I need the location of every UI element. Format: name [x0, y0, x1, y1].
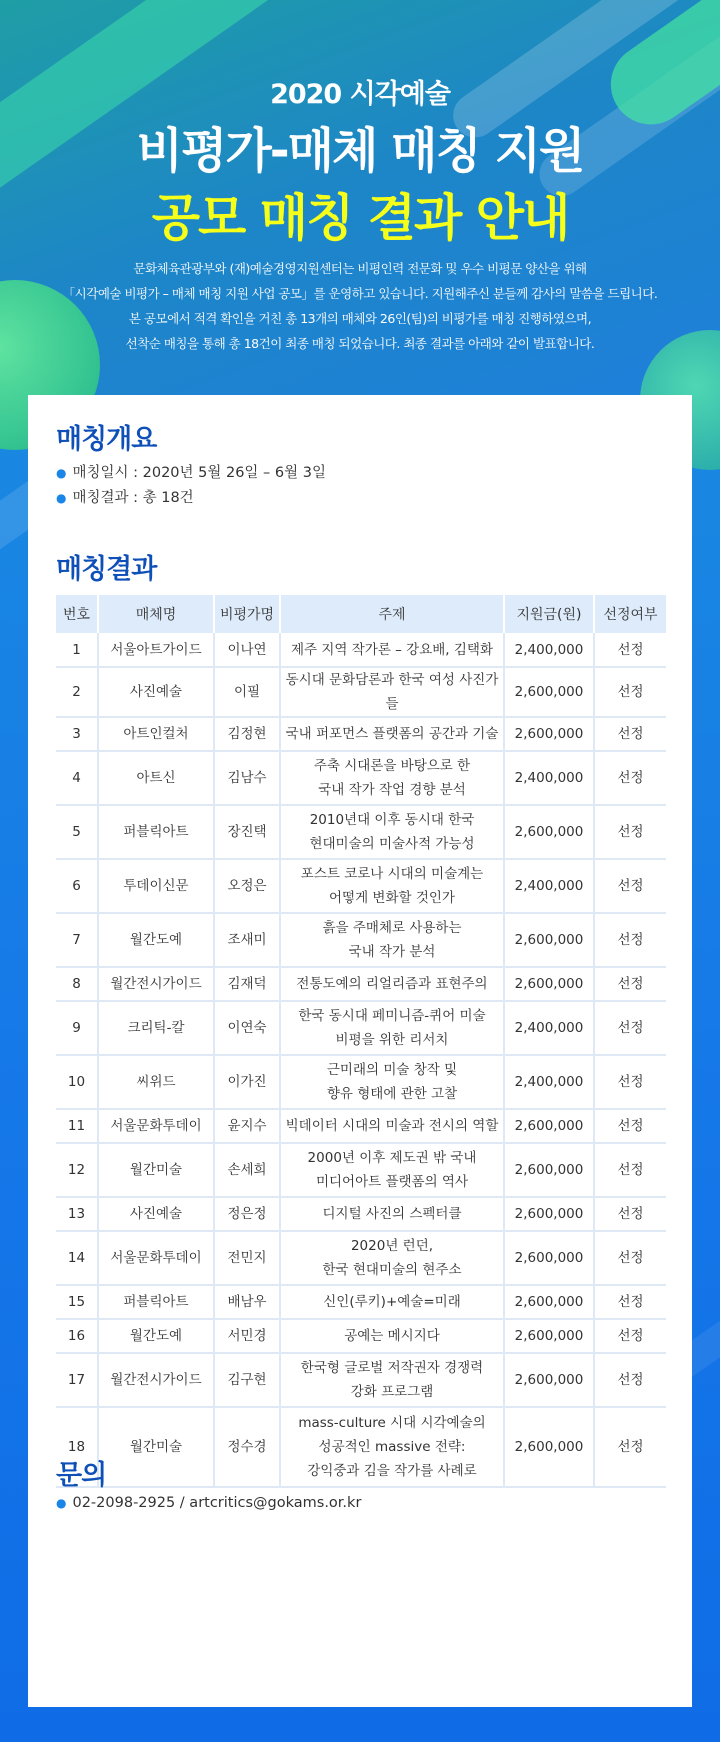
- row-selected: 선정: [594, 667, 666, 717]
- row-topic: [280, 805, 504, 859]
- row-media: 퍼블릭아트: [98, 805, 214, 859]
- row-amount: 2,600,000: [504, 913, 594, 967]
- topic-line: 근미래의 미술 창작 및: [326, 1062, 458, 1078]
- row-number: 13: [56, 1197, 98, 1231]
- header-description: [0, 256, 720, 356]
- row-amount: 2,600,000: [504, 1353, 594, 1407]
- row-media: 크리틱-칼: [98, 1001, 214, 1055]
- topic-line: 2000년 이후 제도권 밖 국내: [307, 1150, 477, 1166]
- row-number: 12: [56, 1143, 98, 1197]
- row-amount: 2,600,000: [504, 1319, 594, 1353]
- table-header-row: [56, 595, 666, 633]
- contact-line: [56, 1495, 361, 1511]
- row-topic: [280, 913, 504, 967]
- header-main-title: 비평가-매체 매칭 지원: [136, 123, 584, 179]
- description-line: 「시각예술 비평가 – 매체 매칭 지원 사업 공모」를 운영하고 있습니다. 지원해주신 분들께 감사의 말씀을 드립니다.: [62, 286, 658, 301]
- row-critic: 서민경: [214, 1319, 280, 1353]
- topic-line: 2010년대 이후 동시대 한국: [309, 812, 475, 828]
- row-selected: 선정: [594, 633, 666, 667]
- row-number: 15: [56, 1285, 98, 1319]
- table-row: [56, 1285, 666, 1319]
- topic-line: 한국 현대미술의 현주소: [322, 1262, 462, 1278]
- row-media: 서울아트가이드: [98, 633, 214, 667]
- description-line: 본 공모에서 적격 확인을 거친 총 13개의 매체와 26인(팀)의 비평가를 매칭 진행하였으며,: [128, 311, 592, 326]
- topic-line: 비평을 위한 리서치: [335, 1032, 449, 1048]
- topic-line: 향유 형태에 관한 고찰: [326, 1086, 458, 1102]
- row-media: 사진예술: [98, 667, 214, 717]
- row-media: 월간전시가이드: [98, 967, 214, 1001]
- row-amount: 2,600,000: [504, 805, 594, 859]
- row-topic: [280, 967, 504, 1001]
- row-topic: [280, 667, 504, 717]
- row-selected: 선정: [594, 1001, 666, 1055]
- overview-item-text: 매칭일시 : 2020년 5월 26일 – 6월 3일: [72, 465, 326, 481]
- row-critic: 이필: [214, 667, 280, 717]
- row-critic: 배남우: [214, 1285, 280, 1319]
- row-critic: 이나연: [214, 633, 280, 667]
- row-critic: 김정현: [214, 717, 280, 751]
- table-row: [56, 1407, 666, 1487]
- row-amount: 2,400,000: [504, 859, 594, 913]
- row-topic: [280, 751, 504, 805]
- row-amount: 2,400,000: [504, 1055, 594, 1109]
- row-topic: [280, 1143, 504, 1197]
- row-selected: 선정: [594, 805, 666, 859]
- results-title: 매칭결과: [56, 554, 157, 585]
- column-header: 주제: [280, 595, 504, 633]
- row-amount: 2,600,000: [504, 717, 594, 751]
- topic-line: 동시대 문화담론과 한국 여성 사진가들: [285, 672, 499, 712]
- topic-line: 한국 동시대 페미니즘-퀴어 미술: [298, 1008, 486, 1024]
- row-number: 10: [56, 1055, 98, 1109]
- row-media: 월간전시가이드: [98, 1353, 214, 1407]
- row-critic: 손세희: [214, 1143, 280, 1197]
- row-number: 4: [56, 751, 98, 805]
- topic-line: 성공적인 massive 전략:: [318, 1439, 466, 1455]
- row-media: 아트인컬처: [98, 717, 214, 751]
- row-media: 월간도예: [98, 913, 214, 967]
- row-amount: 2,600,000: [504, 667, 594, 717]
- row-amount: 2,400,000: [504, 633, 594, 667]
- contact-text: 02-2098-2925 / artcritics@gokams.or.kr: [72, 1495, 362, 1511]
- row-number: 16: [56, 1319, 98, 1353]
- column-header: 번호: [56, 595, 98, 633]
- row-selected: 선정: [594, 1407, 666, 1487]
- table-row: [56, 1055, 666, 1109]
- row-amount: 2,600,000: [504, 1285, 594, 1319]
- row-topic: [280, 1231, 504, 1285]
- row-critic: 이연숙: [214, 1001, 280, 1055]
- row-topic: [280, 1285, 504, 1319]
- table-row: [56, 913, 666, 967]
- row-number: 5: [56, 805, 98, 859]
- table-row: [56, 667, 666, 717]
- row-critic: 김남수: [214, 751, 280, 805]
- row-critic: 이가진: [214, 1055, 280, 1109]
- row-media: 퍼블릭아트: [98, 1285, 214, 1319]
- row-selected: 선정: [594, 1197, 666, 1231]
- table-row: [56, 1197, 666, 1231]
- topic-line: 2020년 런던,: [350, 1238, 434, 1254]
- topic-line: 포스트 코로나 시대의 미술계는: [300, 866, 484, 882]
- table-row: [56, 1109, 666, 1143]
- row-media: 투데이신문: [98, 859, 214, 913]
- row-critic: 정은정: [214, 1197, 280, 1231]
- row-topic: [280, 1109, 504, 1143]
- row-number: 2: [56, 667, 98, 717]
- row-critic: 정수경: [214, 1407, 280, 1487]
- row-critic: 김구현: [214, 1353, 280, 1407]
- row-amount: 2,600,000: [504, 1231, 594, 1285]
- topic-line: 현대미술의 미술사적 가능성: [309, 836, 475, 852]
- row-amount: 2,600,000: [504, 967, 594, 1001]
- row-media: 월간미술: [98, 1143, 214, 1197]
- topic-line: 공예는 메시지다: [344, 1328, 440, 1344]
- row-number: 6: [56, 859, 98, 913]
- topic-line: 미디어아트 플랫폼의 역사: [315, 1174, 469, 1190]
- row-number: 3: [56, 717, 98, 751]
- row-selected: 선정: [594, 751, 666, 805]
- row-topic: [280, 859, 504, 913]
- table-row: [56, 751, 666, 805]
- column-header: 선정여부: [594, 595, 666, 633]
- row-critic: 전민지: [214, 1231, 280, 1285]
- row-media: 씨위드: [98, 1055, 214, 1109]
- table-row: [56, 1143, 666, 1197]
- overview-title: 매칭개요: [56, 424, 157, 455]
- description-line: 문화체육관광부와 (재)예술경영지원센터는 비평인력 전문화 및 우수 비평문 양산을 위해: [133, 261, 587, 276]
- overview-item: [56, 486, 194, 507]
- row-number: 17: [56, 1353, 98, 1407]
- row-topic: [280, 717, 504, 751]
- row-amount: 2,400,000: [504, 751, 594, 805]
- topic-line: 신인(루키)+예술=미래: [323, 1294, 461, 1310]
- overview-item: [56, 461, 326, 482]
- results-table: [56, 595, 666, 1488]
- row-topic: [280, 1055, 504, 1109]
- description-line: 선착순 매칭을 통해 총 18건이 최종 매칭 되었습니다. 최종 결과를 아래와 같이 발표합니다.: [125, 336, 595, 351]
- row-topic: [280, 633, 504, 667]
- table-row: [56, 1353, 666, 1407]
- column-header: 지원금(원): [504, 595, 594, 633]
- table-row: [56, 717, 666, 751]
- bullet-icon: ●: [56, 466, 67, 480]
- row-media: 아트신: [98, 751, 214, 805]
- row-number: 7: [56, 913, 98, 967]
- content-card: [28, 395, 692, 1707]
- topic-line: 전통도예의 리얼리즘과 표현주의: [296, 976, 488, 992]
- row-topic: [280, 1001, 504, 1055]
- row-media: 서울문화투데이: [98, 1109, 214, 1143]
- row-critic: 윤지수: [214, 1109, 280, 1143]
- row-selected: 선정: [594, 1109, 666, 1143]
- topic-line: 빅데이터 시대의 미술과 전시의 역할: [285, 1118, 499, 1134]
- row-critic: 장진택: [214, 805, 280, 859]
- table-row: [56, 967, 666, 1001]
- topic-line: 강익중과 김을 작가를 사례로: [307, 1463, 477, 1479]
- row-critic: 조새미: [214, 913, 280, 967]
- row-topic: [280, 1407, 504, 1487]
- row-amount: 2,600,000: [504, 1143, 594, 1197]
- overview-item-text: 매칭결과 : 총 18건: [72, 490, 194, 506]
- row-number: 11: [56, 1109, 98, 1143]
- row-selected: 선정: [594, 913, 666, 967]
- row-number: 9: [56, 1001, 98, 1055]
- row-amount: 2,600,000: [504, 1407, 594, 1487]
- row-selected: 선정: [594, 1353, 666, 1407]
- topic-line: 어떻게 변화할 것인가: [329, 890, 455, 906]
- row-critic: 김재덕: [214, 967, 280, 1001]
- row-selected: 선정: [594, 859, 666, 913]
- topic-line: 주축 시대론을 바탕으로 한: [313, 758, 471, 774]
- topic-line: 디지털 사진의 스펙터클: [322, 1206, 462, 1222]
- row-media: 월간미술: [98, 1407, 214, 1487]
- row-selected: 선정: [594, 1319, 666, 1353]
- row-media: 사진예술: [98, 1197, 214, 1231]
- row-number: 14: [56, 1231, 98, 1285]
- column-header: 매체명: [98, 595, 214, 633]
- table-row: [56, 805, 666, 859]
- topic-line: 흙을 주매체로 사용하는: [322, 920, 462, 936]
- row-number: 1: [56, 633, 98, 667]
- row-topic: [280, 1319, 504, 1353]
- table-row: [56, 859, 666, 913]
- row-media: 월간도예: [98, 1319, 214, 1353]
- topic-line: 국내 퍼포먼스 플랫폼의 공간과 기술: [285, 726, 499, 742]
- row-media: 서울문화투데이: [98, 1231, 214, 1285]
- row-selected: 선정: [594, 1231, 666, 1285]
- row-amount: 2,400,000: [504, 1001, 594, 1055]
- row-topic: [280, 1197, 504, 1231]
- table-row: [56, 633, 666, 667]
- row-number: 8: [56, 967, 98, 1001]
- contact-title: 문의: [56, 1460, 107, 1491]
- table-row: [56, 1319, 666, 1353]
- topic-line: 강화 프로그램: [350, 1384, 434, 1400]
- header-sub-title: 공모 매칭 결과 안내: [151, 189, 569, 247]
- row-critic: 오정은: [214, 859, 280, 913]
- row-selected: 선정: [594, 1055, 666, 1109]
- row-topic: [280, 1353, 504, 1407]
- table-row: [56, 1001, 666, 1055]
- topic-line: 제주 지역 작가론 – 강요배, 김택화: [290, 641, 494, 658]
- topic-line: 국내 작가 작업 경향 분석: [318, 782, 466, 798]
- row-amount: 2,600,000: [504, 1197, 594, 1231]
- row-amount: 2,600,000: [504, 1109, 594, 1143]
- row-selected: 선정: [594, 717, 666, 751]
- topic-line: 국내 작가 분석: [348, 944, 436, 960]
- topic-line: mass-culture 시대 시각예술의: [298, 1415, 486, 1431]
- row-number: 18: [56, 1407, 98, 1487]
- row-selected: 선정: [594, 1285, 666, 1319]
- table-row: [56, 1231, 666, 1285]
- row-selected: 선정: [594, 967, 666, 1001]
- bullet-icon: ●: [56, 1496, 67, 1510]
- header-year-line: 2020 시각예술: [270, 79, 450, 110]
- results-table-body: [56, 633, 666, 1487]
- row-selected: 선정: [594, 1143, 666, 1197]
- column-header: 비평가명: [214, 595, 280, 633]
- topic-line: 한국형 글로벌 저작권자 경쟁력: [300, 1360, 484, 1376]
- bullet-icon: ●: [56, 491, 67, 505]
